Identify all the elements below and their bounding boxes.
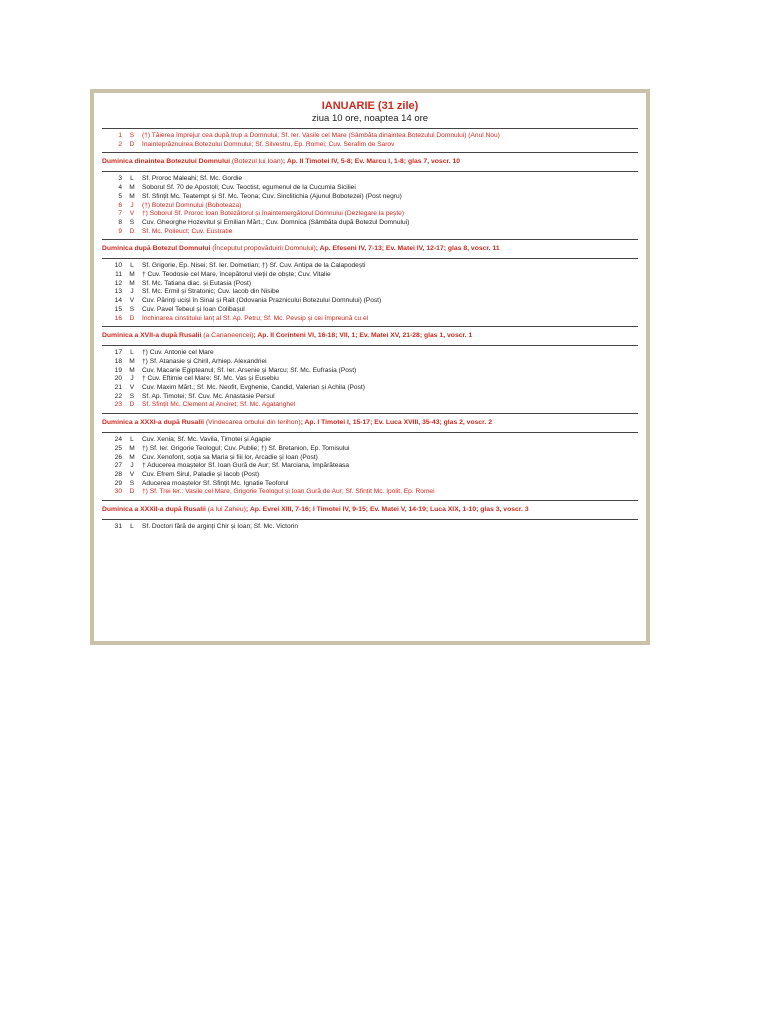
day-saints: † Aducerea moaștelor Sf. Ioan Gură de Aur; Sf. Marciana, împărăteasa xyxy=(142,462,350,470)
day-row xyxy=(102,436,638,445)
weekday: M xyxy=(129,271,135,279)
month-subtitle: ziua 10 ore, noaptea 14 ore xyxy=(311,113,429,124)
day-row xyxy=(102,462,638,471)
day-number: 28 xyxy=(114,470,122,478)
day-number: 22 xyxy=(114,392,122,400)
day-row xyxy=(102,306,638,315)
weekday: V xyxy=(129,297,135,305)
sunday-note: (Botezul lui Ioan) xyxy=(230,158,283,166)
day-saints: Sf. Doctori fără de arginți Chir și Ioan; Sf. Mc. Victorin xyxy=(142,523,298,531)
day-saints: Sf. Sfințit Mc. Teatempt și Sf. Mc. Teona; Cuv. Sinclitichia (Ajunul Bobotezei) (Post negru) xyxy=(142,192,402,200)
day-row xyxy=(102,445,638,454)
day-row xyxy=(102,471,638,480)
day-row xyxy=(102,454,638,463)
weekday: D xyxy=(129,401,135,409)
weekday: J xyxy=(130,375,134,383)
day-saints: Soborul Sf. 70 de Apostoli; Cuv. Teoctist, egumenul de la Cucumia Siciliei xyxy=(142,184,356,192)
day-row xyxy=(102,210,638,219)
weekday: L xyxy=(130,349,134,357)
day-row xyxy=(102,184,638,193)
sunday-readings: ; Ap. II Corinteni VI, 16-18; VII, 1; Ev. Matei XV, 21-28; glas 1, voscr. 1 xyxy=(253,332,473,340)
day-number: 8 xyxy=(118,218,122,226)
day-number: 26 xyxy=(114,453,122,461)
day-saints: Cuv. Xenia; Sf. Mc. Vavila, Timotei și Agapie xyxy=(142,436,271,444)
weekday: S xyxy=(129,132,135,139)
day-row xyxy=(102,193,638,202)
day-saints: Cuv. Pavel Tebeul și Ioan Colibașul xyxy=(142,305,245,313)
day-row xyxy=(102,488,638,497)
day-saints: Aducerea moaștelor Sf. Sfințit Mc. Ignatie Teoforul xyxy=(142,479,289,487)
weekday: J xyxy=(130,288,134,296)
weekday: L xyxy=(130,436,134,444)
day-saints: Înainteprăznuirea Botezului Domnului; Sf. Silvestru, Ep. Romei; Cuv. Serafim de Sarov xyxy=(142,140,395,148)
weekday: S xyxy=(129,479,135,487)
day-saints: †) Sf. Ier. Grigorie Teologul; Cuv. Publie; †) Sf. Bretanion, Ep. Tomisului xyxy=(142,444,350,452)
day-row xyxy=(102,280,638,289)
day-row xyxy=(102,523,638,532)
day-number: 3 xyxy=(118,175,122,183)
day-number: 10 xyxy=(114,262,122,270)
sunday-note: (a Cananeencei) xyxy=(201,332,254,340)
sunday-reading xyxy=(102,327,638,345)
day-saints: Sf. Grigorie, Ep. Nisei; Sf. Ier. Dometian; †) Sf. Cuv. Antipa de la Calapodești xyxy=(142,262,366,270)
day-number: 18 xyxy=(114,357,122,365)
day-row xyxy=(102,219,638,228)
sunday-name: Duminica a XXXI-a după Rusalii xyxy=(102,419,204,427)
day-number: 15 xyxy=(114,305,122,313)
sunday-reading xyxy=(102,240,638,258)
day-row xyxy=(102,358,638,367)
day-row xyxy=(102,367,638,376)
day-group xyxy=(102,172,638,239)
day-number: 31 xyxy=(114,523,122,531)
sunday-readings: ; Ap. Efeseni IV, 7-13; Ev. Matei IV, 12-17; glas 8, voscr. 11 xyxy=(315,245,500,253)
day-number: 4 xyxy=(118,184,122,192)
day-saints: † Cuv. Eftimie cel Mare; Sf. Mc. Vas și Eusebiu xyxy=(142,375,279,383)
day-saints: Închinarea cinstitului lanț al Sf. Ap. Petru; Sf. Mc. Pevsip și cei împreună cu el xyxy=(142,314,369,322)
weekday: V xyxy=(129,384,135,392)
day-row xyxy=(102,401,638,410)
day-row xyxy=(102,175,638,184)
weekday: M xyxy=(129,184,135,192)
sunday-name: Duminica după Botezul Domnului xyxy=(102,245,211,253)
day-saints: Cuv. Gheorghe Hozevitul și Emilian Mărt.; Cuv. Domnica (Sâmbăta după Botezul Domnului) xyxy=(142,218,410,226)
sunday-note: (Începutul propovăduirii Domnului) xyxy=(210,245,316,253)
day-saints: †) Sf. Atanasie și Chiril, Arhiep. Alexandriei xyxy=(142,357,267,365)
day-number: 30 xyxy=(114,488,122,496)
sunday-note: (a lui Zaheu) xyxy=(205,506,246,514)
day-number: 23 xyxy=(114,401,122,409)
day-number: 19 xyxy=(114,366,122,374)
day-row xyxy=(102,132,638,141)
sunday-reading xyxy=(102,414,638,432)
calendar-content xyxy=(102,128,638,535)
sunday-readings: ; Ap. II Timotei IV, 5-8; Ev. Marcu I, 1-8; glas 7, voscr. 10 xyxy=(282,158,461,166)
day-group xyxy=(102,346,638,413)
day-number: 2 xyxy=(118,140,122,148)
day-number: 1 xyxy=(118,132,122,139)
weekday: V xyxy=(129,210,135,218)
day-number: 13 xyxy=(114,288,122,296)
day-number: 9 xyxy=(118,227,122,235)
weekday: S xyxy=(129,392,135,400)
day-saints: Sf. Mc. Tatiana diac. și Eutasia (Post) xyxy=(142,279,252,287)
sunday-reading xyxy=(102,153,638,171)
weekday: L xyxy=(130,523,134,531)
day-number: 21 xyxy=(114,384,122,392)
weekday: M xyxy=(129,444,135,452)
day-number: 6 xyxy=(118,201,122,209)
day-row xyxy=(102,228,638,237)
day-saints: (†) Tăierea împrejur cea după trup a Domnului; Sf. Ier. Vasile cel Mare (Sâmbăta dinaintea Botezului Domnului) (Anul Nou) xyxy=(142,132,500,139)
day-number: 14 xyxy=(114,297,122,305)
day-number: 17 xyxy=(114,349,122,357)
day-saints: Sf. Ap. Timotei; Sf. Cuv. Mc. Anastasie Persul xyxy=(142,392,275,400)
weekday: D xyxy=(129,140,135,148)
day-number: 25 xyxy=(114,444,122,452)
day-group xyxy=(102,520,638,535)
day-number: 24 xyxy=(114,436,122,444)
day-saints: Sf. Mc. Ermil și Stratonic; Cuv. Iacob din Nisibe xyxy=(142,288,280,296)
day-number: 29 xyxy=(114,479,122,487)
weekday: M xyxy=(129,279,135,287)
day-saints: Sf. Mc. Polieuct; Cuv. Eustratie xyxy=(142,227,233,235)
day-saints: Cuv. Părinți uciși în Sinai și Rait (Odovania Praznicului Botezului Domnului) (Post) xyxy=(142,297,382,305)
day-number: 27 xyxy=(114,462,122,470)
weekday: M xyxy=(129,192,135,200)
weekday: M xyxy=(129,366,135,374)
weekday: D xyxy=(129,488,135,496)
day-saints: Cuv. Xenofont, soția sa Maria și fiii lor, Arcadie și Ioan (Post) xyxy=(142,453,318,461)
day-number: 5 xyxy=(118,192,122,200)
weekday: D xyxy=(129,314,135,322)
day-saints: † Cuv. Teodosie cel Mare, începătorul vieții de obște; Cuv. Vitalie xyxy=(142,271,331,279)
weekday: J xyxy=(130,201,134,209)
month-title: IANUARIE (31 zile) xyxy=(321,100,419,112)
day-row xyxy=(102,202,638,211)
day-row xyxy=(102,297,638,306)
sunday-readings: ; Ap. Evrei XIII, 7-16; I Timotei IV, 9-15; Ev. Matei V, 14-19; Luca XIX, 1-10; glas 3, voscr. 3 xyxy=(245,506,529,514)
weekday: V xyxy=(129,470,135,478)
day-number: 12 xyxy=(114,279,122,287)
weekday: D xyxy=(129,227,135,235)
day-number: 20 xyxy=(114,375,122,383)
weekday: S xyxy=(129,218,135,226)
calendar-sheet xyxy=(94,93,646,641)
day-saints: (†) Botezul Domnului (Boboteaza) xyxy=(142,201,242,209)
weekday: M xyxy=(129,453,135,461)
day-row xyxy=(102,349,638,358)
day-saints: Sf. Proroc Maleahi; Sf. Mc. Gordie xyxy=(142,175,243,183)
day-row xyxy=(102,271,638,280)
day-row xyxy=(102,262,638,271)
day-saints: Cuv. Efrem Sirul, Paladie și Iacob (Post) xyxy=(142,470,260,478)
day-number: 16 xyxy=(114,314,122,322)
day-row xyxy=(102,480,638,489)
day-number: 7 xyxy=(118,210,122,218)
sunday-name: Duminica a XXXII-a după Rusalii xyxy=(102,506,206,514)
calendar-page-frame xyxy=(90,89,650,645)
weekday: L xyxy=(130,175,134,183)
day-saints: †) Cuv. Antonie cel Mare xyxy=(142,349,214,357)
sunday-note: (Vindecarea orbului din Ierihon) xyxy=(203,419,301,427)
sunday-readings: ; Ap. I Timotei I, 15-17; Ev. Luca XVIII, 35-43; glas 2, voscr. 2 xyxy=(300,419,492,427)
day-group xyxy=(102,433,638,500)
weekday: M xyxy=(129,357,135,365)
sunday-reading xyxy=(102,501,638,519)
day-number: 11 xyxy=(115,271,122,279)
day-row xyxy=(102,315,638,324)
day-group xyxy=(102,129,638,152)
day-row xyxy=(102,393,638,402)
day-group xyxy=(102,259,638,326)
day-saints: †) Soborul Sf. Proroc Ioan Botezătorul și Înaintemergătorul Domnului (Dezlegare la pește) xyxy=(142,210,405,218)
sunday-name: Duminica a XVII-a după Rusalii xyxy=(102,332,202,340)
day-saints: Cuv. Macarie Egipteanul; Sf. Ier. Arsenie și Marcu; Sf. Mc. Eufrasia (Post) xyxy=(142,366,357,374)
sunday-name: Duminica dinaintea Botezului Domnului xyxy=(102,158,231,166)
day-saints: †) Sf. Trei Ier.: Vasile cel Mare, Grigorie Teologul și Ioan Gură de Aur; Sf. Sfințit Mc. Ipolit, Ep. Romei xyxy=(142,488,435,496)
day-saints: Sf. Sfințit Mc. Clement al Anciret; Sf. Mc. Agatanghel xyxy=(142,401,296,409)
day-row xyxy=(102,288,638,297)
day-row xyxy=(102,384,638,393)
day-saints: Cuv. Maxim Mărt.; Sf. Mc. Neofit, Evghenie, Candid, Valerian și Achila (Post) xyxy=(142,384,365,392)
weekday: L xyxy=(130,262,134,270)
weekday: J xyxy=(130,462,134,470)
weekday: S xyxy=(129,305,135,313)
day-row xyxy=(102,141,638,150)
day-row xyxy=(102,375,638,384)
